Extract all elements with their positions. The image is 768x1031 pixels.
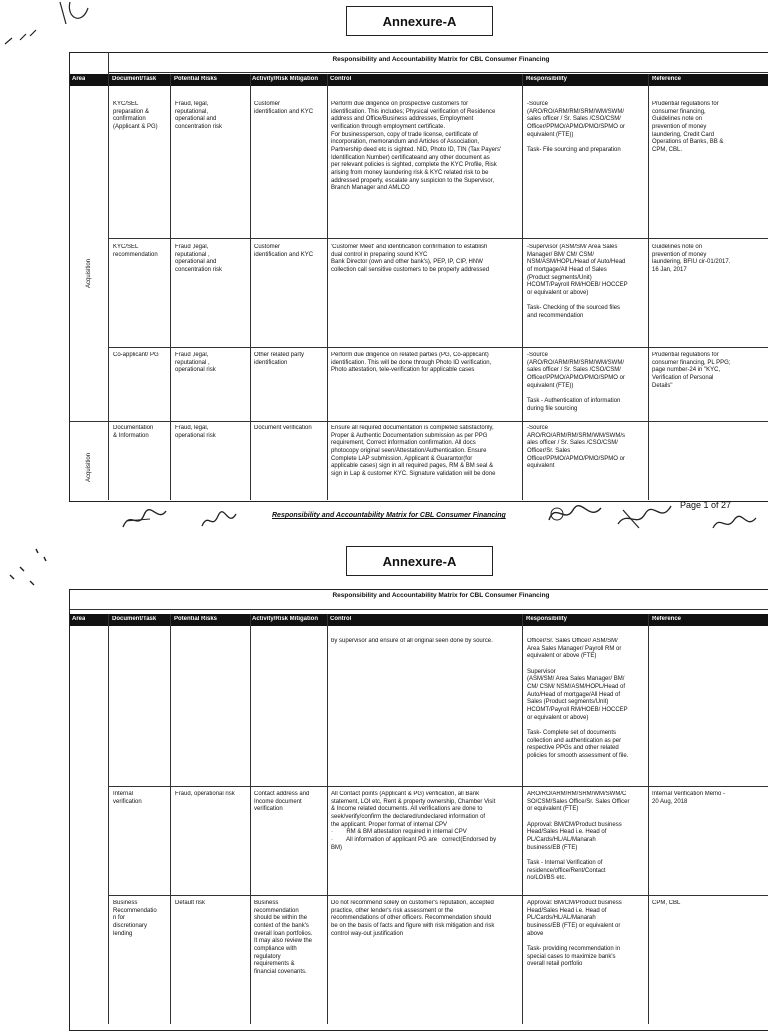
col-divider [250,74,251,500]
col-task: Document/Task [112,616,157,622]
cell-control: 'Customer Meet' and identification confirmation to establish dual control in preparing sound KYC Bank Director (own and other bank's), PEP, IP, CIP, HNW collection call sensitive customers to be properly addressed [331,244,490,274]
cell-reference: Prudential regulations for consumer financing, Guidelines note on prevention of money laundering, Credit Card Operations of Banks, BB & CPM, CBL. [652,101,724,154]
col-reference: Reference [652,76,682,82]
cell-task: Internal verification [113,791,142,805]
cell-responsibility: -Supervisor (ASM/SM/ Area Sales Manager/ BM/ CM/ CSM/ NSM/ASM/HOPL/Head of Auto/Head of mortgage/All Head of Sales (Product segments/Unit) HCOMT/Payroll RM/HOEB/ HOCCEP or equivalent or above) Task- Checking of the sourced files and recommendation [527,244,628,320]
cell-control: Ensure all required documentation is completed satisfactorily, Proper & Authentic Documentation submission as per PPG requirement, Correct information confirmation. All docs photocopy original seen/Attestation/Authentication. Ensure Complete LAP submission, Applicant & Guarantor(for applicable cases) sign in all required pages, RM & BM seal & sign in Lap & customer KYC. Signature validation will be done [331,425,496,478]
col-divider [108,52,109,500]
cell-reference: Guidelines note on prevention of money laundering, BFIU cir-01/2017. 16 Jan, 2017 [652,244,731,274]
table-header-2 [70,614,768,626]
cell-risk: Default risk [175,900,206,906]
matrix-title-2: Responsibility and Accountability Matrix for CBL Consumer Financing [332,592,550,599]
cell-risk: Fraud ,legal, reputational , operational risk [175,352,216,374]
cell-reference: Internal Verification Memo - 20 Aug, 2018 [652,791,726,805]
footer-title-1: Responsibility and Accountability Matrix for CBL Consumer Financing [272,512,506,519]
cell-risk: Fraud ,legal, reputational , operational and concentration risk [175,244,223,274]
cell-reference: CPM, CBL [652,900,681,906]
cell-task: Documentation & Information [113,425,154,439]
area-label-acquisition: Acquisition [86,258,92,288]
cell-risk: Fraud, legal, operational risk [175,425,216,439]
col-activity: Activity/Risk Mitigation [252,76,319,82]
cell-risk: Fraud, operational risk [175,791,235,797]
page-number: Page 1 of 27 [680,500,732,510]
cell-responsibility: -Source (ARO/RO/ARM/RM/SRM/WM/SWM/ sales officer / Sr. Sales /CSO/CSM/ Officer/PPMO/APMO/PMO/SPMO or equivalent (FTE)) Task - Authentication of information during file sourcing [527,352,625,412]
row-divider [108,895,768,896]
signature-mark [615,500,675,532]
cell-activity: Contact address and Income document verification [254,791,310,813]
cell-activity: Document verification [254,425,312,431]
col-responsibility: Responsibility [526,616,568,622]
cell-control: Perform due diligence on related parties (PG, Co-applicant) identification. This will be done through Photo ID verification, Photo attestation, tele-verification for applicable cases [331,352,492,374]
cell-control: All Contact points (Applicant & PG) verification, all Bank statement, LOI etc, Rent & property ownership, Chamber Visit & Income related documents. All verifications are done to seek/verify/confirm the declared/undeclared information of the applicant. Proper format of internal CPV · RM & BM attestation required in internal CPV · All information of applicant PG are correct(Endorsed by BM) [331,791,497,851]
annexure-title-1: Annexure-A [346,6,493,36]
matrix-title-1: Responsibility and Accountability Matrix for CBL Consumer Financing [332,56,550,63]
annexure-title-2: Annexure-A [346,546,493,576]
col-divider [522,614,523,1024]
cell-activity: Other related party identification [254,352,305,366]
cell-task: Co-applicant/ PG [113,352,159,358]
signature-mark [545,500,605,528]
col-responsibility: Responsibility [526,76,568,82]
col-divider [648,74,649,500]
cell-task: Business Recommendatio n for discretionary lending [113,900,157,937]
cell-task: KYC/SEL preparation & confirmation (Applicant & PG) [113,101,158,131]
col-risk: Potential Risks [174,76,218,82]
cell-control: Do not recommend solely on customer's reputation, accepted practice, other lender's risk assessment or the recommendations of other officers. Recommendation should be on the basis of facts and figure with risk mitigation and risk control way-out justification [331,900,495,937]
col-activity: Activity/Risk Mitigation [252,616,319,622]
cell-activity: Business recommendation should be within the context of the bank's overall loan portfolios. It may also review the compliance with regulatory requirements & financial covenants. [254,900,313,976]
title-divider-2 [70,609,768,610]
table-header-1 [70,74,768,86]
cell-reference: Prudential regulations for consumer financing, PL PPG; page number-24 in "KYC, Verification of Personal Details" [652,352,731,389]
col-task: Document/Task [112,76,157,82]
cell-task: KYC/SEL recommendation [113,244,158,258]
col-divider [108,614,109,1024]
area-label-acquisition-2: Acquisition [86,452,92,482]
row-divider [70,421,768,422]
col-divider [327,74,328,500]
col-divider [170,74,171,500]
col-control: Control [330,616,352,622]
col-divider [327,614,328,1024]
row-divider [108,238,768,239]
row-divider [108,786,768,787]
cell-control: by supervisor and ensure of all original seen done by source. [331,638,493,644]
cell-responsibility: Officer/Sr. Sales Officer/ ASM/SM/ Area Sales Manager/ Payroll RM or equivalent or above (FTE) Supervisor (ASM/SM/ Area Sales Manager/ BM/ CM/ CSM/ NSM/ASM/HOPL/Head of Auto/Head of mortgage/All Head of Sales (Product segments/Unit) HCOMT/Payroll RM/HOEB/ HOCCEP or equivalent or above) Task- Complete set of documents collection and authentication as per respective PPGs and other related policies for smooth assessment of file. [527,638,629,760]
signature-mark [120,505,170,533]
signature-mark [0,0,95,60]
row-divider [108,347,768,348]
cell-risk: Fraud, legal, reputational, operational and concentration risk [175,101,223,131]
scribble-mark [0,545,60,595]
cell-responsibility: -Source ARO/RO/ARM/RM/SRM/WM/SWM/s ales officer / Sr. Sales /CSO/CSM/ Officer/Sr. Sales Officer/PPMO/APMO/PMO/SPMO or equivalent [527,425,625,470]
cell-responsibility: Approval: BM/CM/Product business Head/Sales Head i.e. Head of PL/Cards/HL/AL/Manarah business/EB (FTE) or equivalent or above Task- providing recommendation in special cases to maximize bank's overall retail portfolio [527,900,622,968]
col-control: Control [330,76,352,82]
col-risk: Potential Risks [174,616,218,622]
col-area: Area [72,616,86,622]
cell-activity: Customer identification and KYC [254,244,314,258]
col-area: Area [72,76,86,82]
col-divider [648,614,649,1024]
cell-responsibility: -Source (ARO/RO/ARM/RM/SRM/WM/SWM/ sales officer / Sr. Sales /CSO/CSM/ Officer/PPMO/APMO/PMO/SPMO or equivalent (FTE)) Task- File sourcing and preparation [527,101,625,154]
title-divider-1 [108,72,768,73]
col-divider [170,614,171,1024]
cell-activity: Customer identification and KYC [254,101,314,115]
col-divider [250,614,251,1024]
signature-mark [710,508,760,536]
col-divider [522,74,523,500]
col-reference: Reference [652,616,682,622]
signature-mark [200,508,240,532]
cell-control: Perform due diligence on prospective customers for identification. This includes; Physical verification of Residence address and Office/Business addresses, Employment verification through employment certificate. For businessperson, copy of trade license, certificate of incorporation, memorandum and Articles of Association, Partnership deed etc is sighted. NID, Photo ID, TIN (Tax Payers' Identification Number) certificateand any other document as per relevant policies is sighted, complete the KYC Profile, Risk arising from money laundering risk & KYC related risk to be addressed properly, escalate any suspicion to the Supervisor, Branch Manager and AMLCO [331,101,502,192]
cell-responsibility: ARO/RO/ARM/RM/SRM/WM/SWM/C SO/CSM/Sales Office/Sr. Sales Officer or equivalent (FTE) Approval: BM/CM/Product business Head/Sales Head i.e. Head of PL/Cards/HL/AL/Manarah business/EB (FTE) Task - Internal Verification of residence/office/Rent/Contact no/LOI/BS etc. [527,791,630,882]
